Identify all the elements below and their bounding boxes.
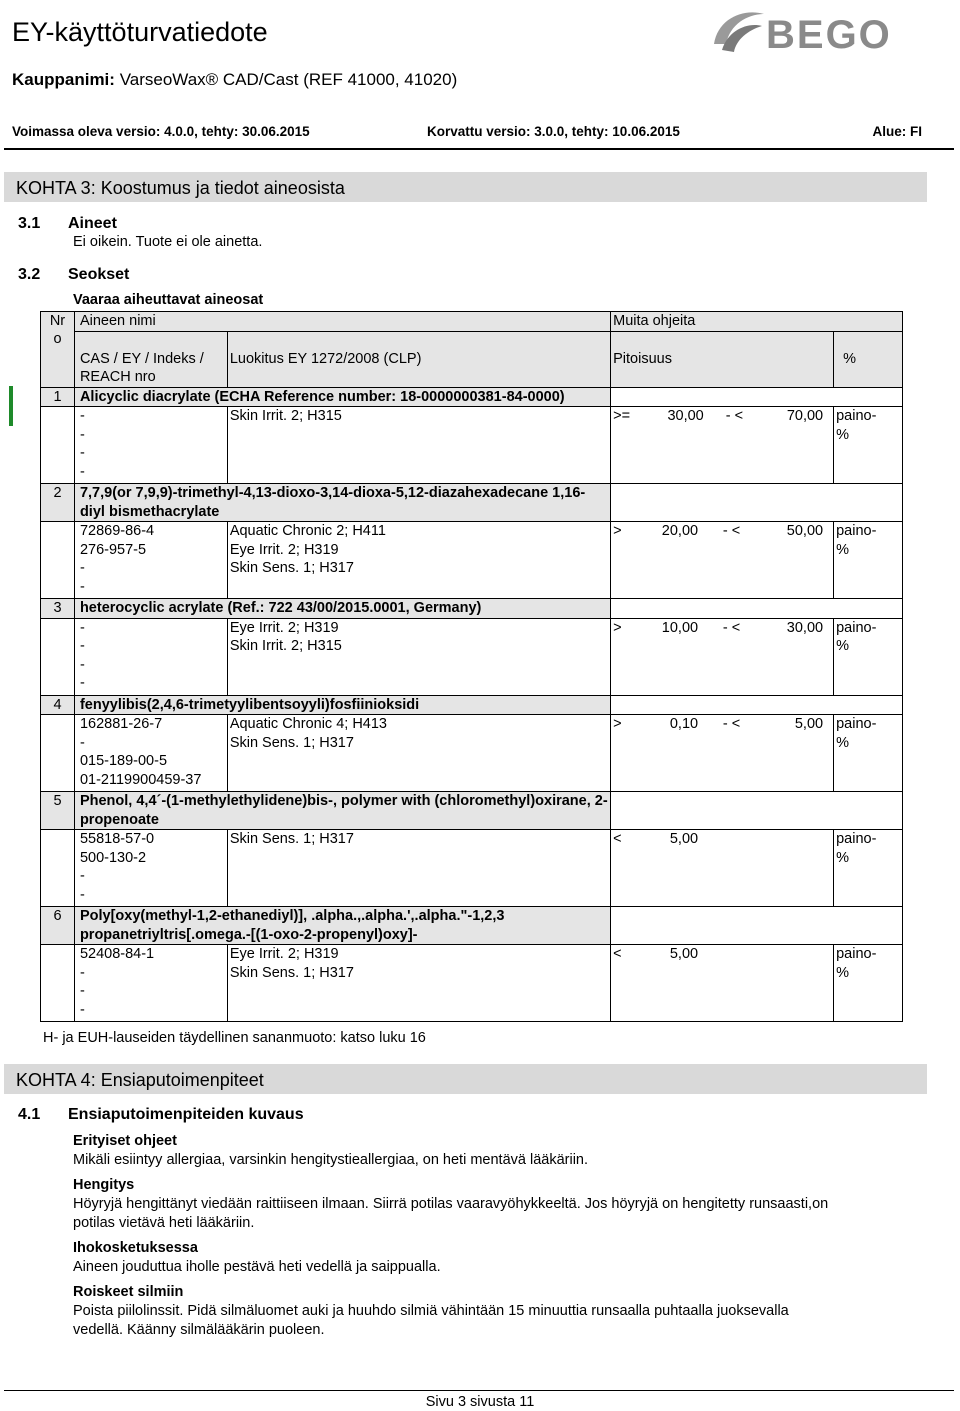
region: Alue: FI: [872, 124, 922, 139]
document-title: EY-käyttöturvatiedote: [12, 17, 268, 47]
header-other: Muita ohjeita: [611, 312, 903, 332]
concentration: < 5,00: [611, 830, 834, 907]
blank-cell: [611, 792, 903, 830]
bego-logo-icon: [708, 4, 924, 60]
row-number: 2: [41, 484, 75, 522]
unit: paino- %: [834, 830, 903, 907]
header-nr: Nr o: [41, 312, 75, 388]
row-number: 1: [41, 387, 75, 407]
composition-table: [40, 311, 903, 1022]
blank-cell: [41, 945, 75, 1022]
header-pct: %: [834, 331, 903, 387]
substance-name: fenyylibis(2,4,6-trimetyylibentsoyyli)fosfiinioksidi: [74, 695, 610, 715]
table-note: H- ja EUH-lauseiden täydellinen sananmuoto: katso luku 16: [43, 1030, 426, 1046]
identifiers: 52408-84-1 - - -: [74, 945, 227, 1022]
first-aid-heading: Hengitys: [73, 1177, 135, 1193]
concentration: > 10,00 - < 30,00: [611, 618, 834, 695]
concentration: > 20,00 - < 50,00: [611, 522, 834, 599]
substance-name: heterocyclic acrylate (Ref.: 722 43/00/2015.0001, Germany): [74, 599, 610, 619]
row-name: [41, 484, 903, 522]
blank-cell: [611, 695, 903, 715]
substance-name: Phenol, 4,4´-(1-methylethylidene)bis-, polymer with (chloromethyl)oxirane, 2-propenoate: [74, 792, 610, 830]
trade-name: Kauppanimi: VarseoWax® CAD/Cast (REF 41000, 41020): [12, 70, 458, 89]
first-aid-text: Aineen jouduttua iholle pestävä heti vedellä ja saippualla.: [73, 1259, 441, 1275]
unit: paino- %: [834, 407, 903, 484]
unit: paino- %: [834, 618, 903, 695]
change-marker: [9, 386, 13, 426]
identifiers: 55818-57-0 500-130-2 - -: [74, 830, 227, 907]
blank-cell: [611, 484, 903, 522]
first-aid-heading: Erityiset ohjeet: [73, 1133, 177, 1149]
first-aid-text: Mikäli esiintyy allergiaa, varsinkin hengitystieallergiaa, on heti mentävä lääkäriin.: [73, 1152, 589, 1168]
identifiers: 162881-26-7 - 015-189-00-5 01-2119900459-37: [74, 715, 227, 792]
page-number: Sivu 3 sivusta 11: [425, 1394, 535, 1410]
classification: Skin Sens. 1; H317: [227, 830, 610, 907]
row-details: [41, 830, 903, 907]
subsection-3-1: 3.1 Aineet: [18, 215, 117, 232]
row-number: 3: [41, 599, 75, 619]
row-name: [41, 387, 903, 407]
identifiers: - - - -: [74, 618, 227, 695]
row-details: [41, 522, 903, 599]
subsection-3-1-text: Ei oikein. Tuote ei ole ainetta.: [73, 234, 263, 250]
blank-cell: [611, 907, 903, 945]
row-details: [41, 715, 903, 792]
concentration: >= 30,00 - < 70,00: [611, 407, 834, 484]
version-row: [12, 124, 924, 142]
row-name: [41, 599, 903, 619]
classification: Eye Irrit. 2; H319 Skin Sens. 1; H317: [227, 945, 610, 1022]
blank-cell: [41, 830, 75, 907]
subsection-4-1: 4.1 Ensiaputoimenpiteiden kuvaus: [18, 1106, 304, 1123]
first-aid-text-cont: vedellä. Käänny silmälääkärin puoleen.: [73, 1322, 325, 1338]
footer-rule: [4, 1390, 954, 1391]
first-aid-heading: Ihokosketuksessa: [73, 1240, 198, 1256]
row-name: [41, 907, 903, 945]
blank-cell: [611, 599, 903, 619]
unit: paino- %: [834, 522, 903, 599]
row-name: [41, 695, 903, 715]
identifiers: - - - -: [74, 407, 227, 484]
row-name: [41, 792, 903, 830]
section-3-title: KOHTA 3: Koostumus ja tiedot aineosista: [4, 172, 927, 202]
first-aid-text: Höyryjä hengittänyt viedään raittiiseen ilmaan. Siirrä potilas vaaravyöhykkeeltä. Jos höyryjä on hengitetty runsaasti,on: [73, 1196, 829, 1212]
row-details: [41, 407, 903, 484]
header-name: Aineen nimi: [74, 312, 610, 332]
classification: Aquatic Chronic 4; H413 Skin Sens. 1; H317: [227, 715, 610, 792]
first-aid-heading: Roiskeet silmiin: [73, 1284, 184, 1300]
blank-cell: [41, 407, 75, 484]
unit: paino- %: [834, 945, 903, 1022]
classification: Aquatic Chronic 2; H411 Eye Irrit. 2; H319 Skin Sens. 1; H317: [227, 522, 610, 599]
row-details: [41, 945, 903, 1022]
first-aid-text: Poista piilolinssit. Pidä silmäluomet auki ja huuhdo silmiä vähintään 15 minuuttia runsaalla puhtaalla juoksevalla: [73, 1303, 789, 1319]
blank-cell: [41, 522, 75, 599]
blank-cell: [41, 618, 75, 695]
identifiers: 72869-86-4 276-957-5 - -: [74, 522, 227, 599]
unit: paino- %: [834, 715, 903, 792]
row-details: [41, 618, 903, 695]
classification: Eye Irrit. 2; H319 Skin Irrit. 2; H315: [227, 618, 610, 695]
substance-name: 7,7,9(or 7,9,9)-trimethyl-4,13-dioxo-3,14-dioxa-5,12-diazahexadecane 1,16-diyl bismethacrylate: [74, 484, 610, 522]
blank-cell: [41, 715, 75, 792]
substance-name: Poly[oxy(methyl-1,2-ethanediyl)], .alpha.,.alpha.',.alpha."-1,2,3 propanetriyltris[.omega.-[(1-oxo-2-propenyl)oxy]-: [74, 907, 610, 945]
header-cls: Luokitus EY 1272/2008 (CLP): [227, 331, 610, 387]
header-content: Pitoisuus: [611, 331, 834, 387]
table-caption: Vaaraa aiheuttavat aineosat: [73, 292, 264, 308]
svg-text:BEGO: BEGO: [766, 13, 892, 57]
first-aid-text-cont: potilas vietävä heti lääkäriin.: [73, 1215, 255, 1231]
concentration: > 0,10 - < 5,00: [611, 715, 834, 792]
section-4-title: KOHTA 4: Ensiaputoimenpiteet: [4, 1064, 927, 1094]
classification: Skin Irrit. 2; H315: [227, 407, 610, 484]
header-rule: [4, 148, 954, 150]
substance-name: Alicyclic diacrylate (ECHA Reference number: 18-0000000381-84-0000): [74, 387, 610, 407]
row-number: 4: [41, 695, 75, 715]
row-number: 6: [41, 907, 75, 945]
subsection-3-2: 3.2 Seokset: [18, 266, 130, 283]
row-number: 5: [41, 792, 75, 830]
header-cas: CAS / EY / Indeks / REACH nro: [74, 331, 227, 387]
concentration: < 5,00: [611, 945, 834, 1022]
replaced-version: Korvattu versio: 3.0.0, tehty: 10.06.2015: [427, 124, 680, 139]
valid-version: Voimassa oleva versio: 4.0.0, tehty: 30.06.2015: [12, 124, 310, 139]
blank-cell: [611, 387, 903, 407]
